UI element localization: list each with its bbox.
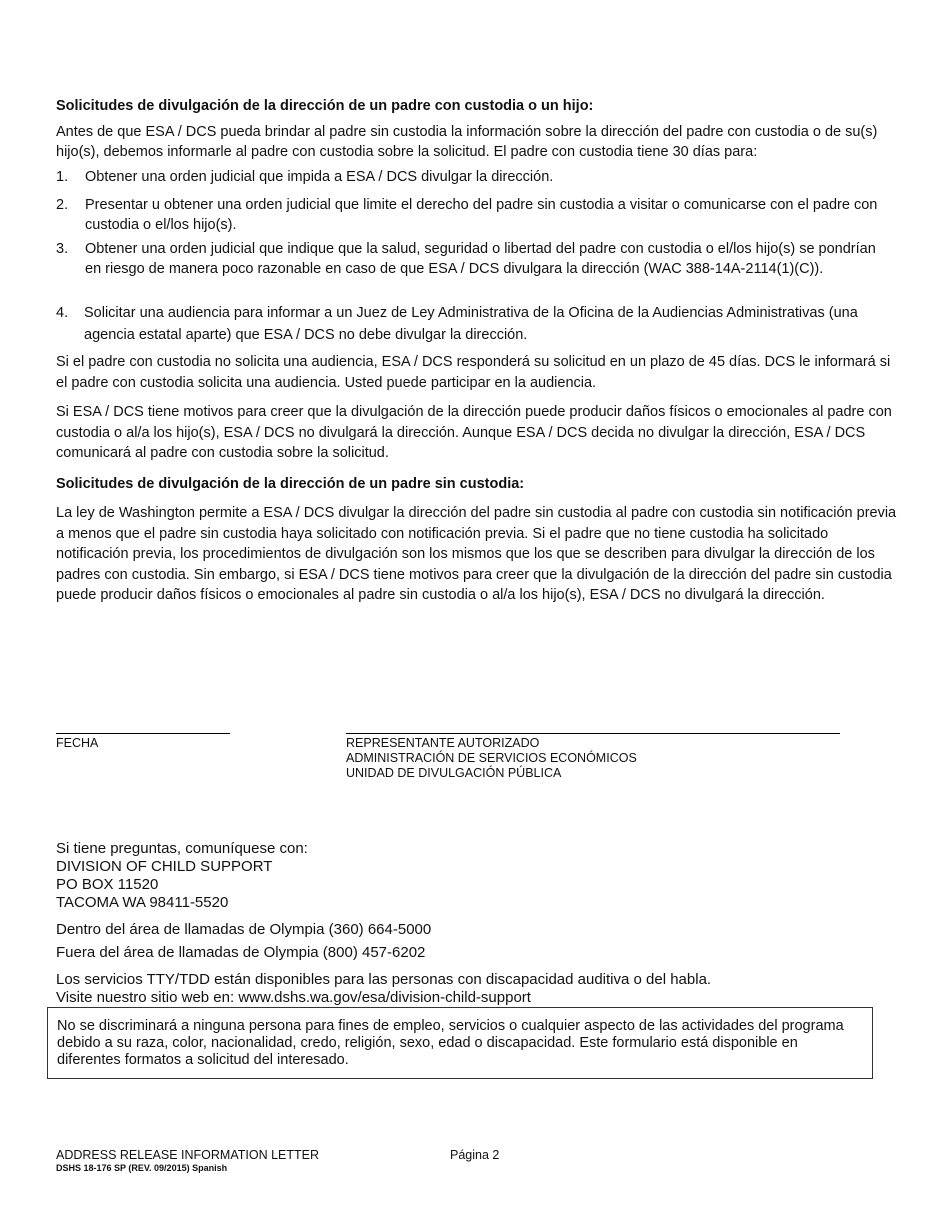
- noncustodial-paragraph: La ley de Washington permite a ESA / DCS divulgar la dirección del padre sin custodia al padre con custodia sin notificación previa a menos que el padre sin custodia haya solicitado con notificación previa. Si el padre que no tiene custodia ha solicitado notificación previa, los procedimientos de divulgación son los mismos que los que se describen para divulgar la dirección de los padres con custodia. Sin embargo, si ESA / DCS tiene motivos para creer que la divulgación de la dirección del padre sin custodia puede producir daños físicos o emocionales al padre sin custodia o al/a los hijo(s), ESA / DCS no divulgará la dirección.: [56, 505, 897, 603]
- list-number: 1.: [56, 169, 69, 185]
- administration-name: ADMINISTRACIÓN DE SERVICIOS ECONÓMICOS: [346, 751, 637, 765]
- list-item-1: [56, 167, 886, 187]
- phone-inside-olympia: Dentro del área de llamadas de Olympia (360) 664-5000: [56, 921, 432, 938]
- list-item-2: [56, 195, 886, 235]
- date-label: FECHA: [56, 736, 99, 750]
- date-signature-line: [56, 733, 230, 734]
- contact-intro: Si tiene preguntas, comuníquese con:: [56, 840, 308, 857]
- list-item-4: [56, 302, 886, 346]
- harm-paragraph: Si ESA / DCS tiene motivos para creer que la divulgación de la dirección puede producir daños físicos o emocionales al padre con custodia o al/a los hijo(s), ESA / DCS no divulgará la dirección. Aunque ESA / DCS decida no divulgar la dirección, ESA / DCS comunicará al padre con custodia sobre la solicitud.: [56, 404, 892, 461]
- list-text: Obtener una orden judicial que indique que la salud, seguridad o libertad del padre con custodia o el/los hijo(s) se pondrían en riesgo de manera poco razonable en caso de que ESA / DCS divulgara la dirección (WAC 388-14A-2114(1)(C)).: [85, 241, 876, 277]
- representative-block: [346, 736, 637, 781]
- list-text: Presentar u obtener una orden judicial que limite el derecho del padre sin custodia a visitar o comunicarse con el padre con custodia o el/los hijo(s).: [85, 197, 878, 233]
- accessibility-block: [56, 971, 916, 1007]
- list-number: 2.: [56, 197, 69, 213]
- footer-form-id: DSHS 18-176 SP (REV. 09/2015) Spanish: [56, 1163, 228, 1173]
- footer-page-number: Página 2: [450, 1148, 500, 1162]
- custodial-section-heading: Solicitudes de divulgación de la dirección de un padre con custodia o un hijo:: [56, 98, 594, 114]
- noncustodial-section-heading: Solicitudes de divulgación de la dirección de un padre sin custodia:: [56, 476, 525, 492]
- list-item-3: [56, 239, 886, 279]
- contact-po-box: PO BOX 11520: [56, 876, 159, 893]
- list-text: Solicitar una audiencia para informar a un Juez de Ley Administrativa de la Oficina de la Audiencias Administrativas (una agencia estatal aparte) que ESA / DCS no debe divulgar la dirección.: [84, 305, 858, 343]
- representative-title: REPRESENTANTE AUTORIZADO: [346, 736, 540, 750]
- nondiscrimination-text: No se discriminará a ninguna persona para fines de empleo, servicios o cualquier aspecto de las actividades del programa debido a su raza, color, nacionalidad, credo, religión, sexo, edad o discapacidad. Este formulario está disponible en diferentes formatos a solicitud del interesado.: [57, 1018, 844, 1068]
- unit-name: UNIDAD DE DIVULGACIÓN PÚBLICA: [346, 766, 562, 780]
- phone-outside-olympia: Fuera del área de llamadas de Olympia (800) 457-6202: [56, 944, 426, 961]
- contact-address-block: [56, 840, 308, 912]
- hearing-paragraph: Si el padre con custodia no solicita una audiencia, ESA / DCS responderá su solicitud en un plazo de 45 días. DCS le informará si el padre con custodia solicita una audiencia. Usted puede participar en la audiencia.: [56, 354, 891, 391]
- representative-signature-line: [346, 733, 840, 734]
- contact-organization: DIVISION OF CHILD SUPPORT: [56, 858, 273, 875]
- list-number: 3.: [56, 241, 69, 257]
- list-number: 4.: [56, 305, 69, 321]
- custodial-intro-paragraph: Antes de que ESA / DCS pueda brindar al padre sin custodia la información sobre la dirección del padre con custodia o de su(s) hijo(s), debemos informarle al padre con custodia sobre la solicitud. El padre con custodia tiene 30 días para:: [56, 124, 878, 160]
- nondiscrimination-notice-box: [47, 1007, 873, 1079]
- tty-notice: Los servicios TTY/TDD están disponibles para las personas con discapacidad auditiva o del habla.: [56, 971, 712, 988]
- contact-city: TACOMA WA 98411-5520: [56, 894, 229, 911]
- website-text: Visite nuestro sitio web en: www.dshs.wa.gov/esa/division-child-support: [56, 989, 531, 1006]
- footer-document-title: ADDRESS RELEASE INFORMATION LETTER: [56, 1148, 320, 1162]
- list-text: Obtener una orden judicial que impida a ESA / DCS divulgar la dirección.: [85, 169, 554, 185]
